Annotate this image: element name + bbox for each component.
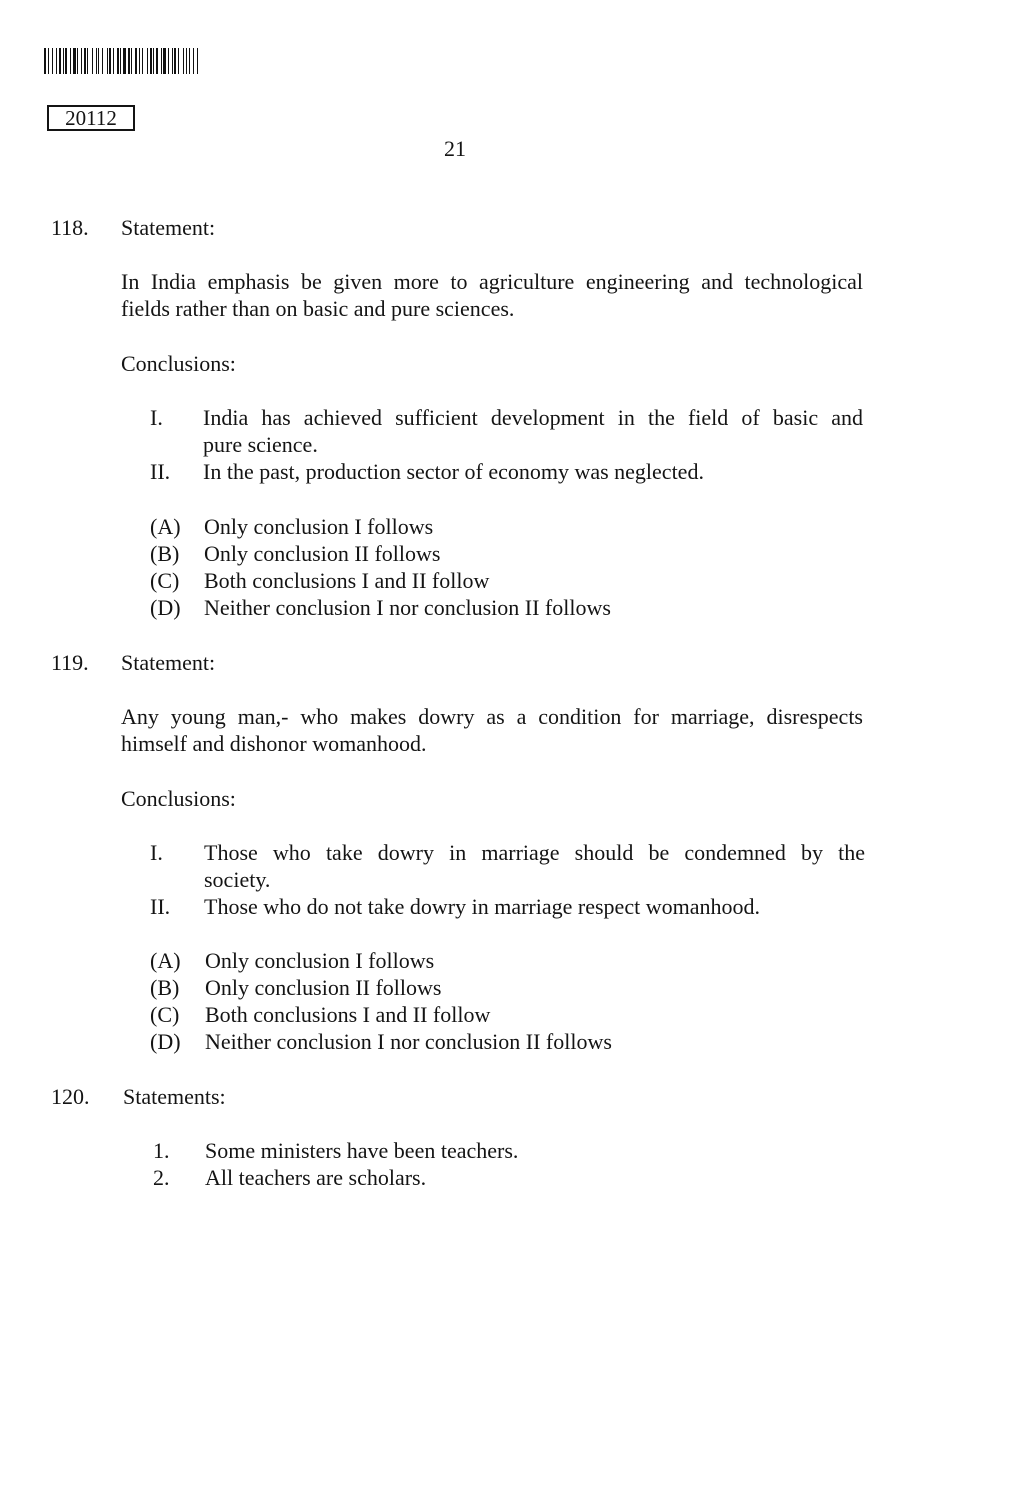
conclusion-line: India has achieved sufficient development in the field of basic and: [203, 405, 863, 430]
conclusion-text: [203, 404, 863, 458]
conclusion-numeral: I.: [150, 405, 163, 430]
option-letter: (D): [150, 1029, 181, 1054]
statement-item: Some ministers have been teachers.: [205, 1138, 519, 1163]
option-text: Neither conclusion I nor conclusion II follows: [204, 595, 611, 620]
statement-numeral: 2.: [153, 1165, 170, 1190]
option-letter: (A): [150, 948, 181, 973]
statement-line: Any young man,- who makes dowry as a condition for marriage, disrespects: [121, 704, 863, 729]
option-text: Only conclusion II follows: [204, 541, 441, 566]
statement-label: Statement:: [121, 650, 216, 675]
statement-text: [121, 268, 863, 322]
conclusion-numeral: II.: [150, 459, 171, 484]
statement-item: All teachers are scholars.: [205, 1165, 427, 1190]
option-text: Only conclusion I follows: [205, 948, 435, 973]
statement-text: [121, 703, 863, 757]
paper-code-box: 20112: [47, 105, 135, 131]
statement-line: fields rather than on basic and pure sciences.: [121, 296, 515, 321]
conclusion-line: Those who take dowry in marriage should be condemned by the: [204, 840, 865, 865]
conclusion-numeral: II.: [150, 894, 171, 919]
statements-label: Statements:: [123, 1084, 226, 1109]
question-number: 119.: [51, 650, 89, 675]
option-letter: (C): [150, 568, 180, 593]
question-number: 118.: [51, 215, 89, 240]
statement-numeral: 1.: [153, 1138, 170, 1163]
option-letter: (B): [150, 975, 180, 1000]
option-text: Neither conclusion I nor conclusion II follows: [205, 1029, 612, 1054]
statement-line: himself and dishonor womanhood.: [121, 731, 427, 756]
option-text: Only conclusion II follows: [205, 975, 442, 1000]
conclusions-label: Conclusions:: [121, 351, 236, 376]
option-letter: (C): [150, 1002, 180, 1027]
option-letter: (A): [150, 514, 181, 539]
option-text: Both conclusions I and II follow: [204, 568, 490, 593]
barcode: [44, 48, 198, 74]
page-number: 21: [444, 136, 466, 161]
option-text: Both conclusions I and II follow: [205, 1002, 491, 1027]
conclusion-text: In the past, production sector of economy was neglected.: [203, 459, 704, 484]
option-letter: (D): [150, 595, 181, 620]
conclusions-label: Conclusions:: [121, 786, 236, 811]
option-text: Only conclusion I follows: [204, 514, 434, 539]
statement-line: In India emphasis be given more to agriculture engineering and technological: [121, 269, 863, 294]
statement-label: Statement:: [121, 215, 216, 240]
conclusion-text: Those who do not take dowry in marriage respect womanhood.: [204, 894, 760, 919]
conclusion-line: society.: [204, 867, 271, 892]
conclusion-numeral: I.: [150, 840, 163, 865]
question-number: 120.: [51, 1084, 90, 1109]
conclusion-line: pure science.: [203, 432, 318, 457]
option-letter: (B): [150, 541, 180, 566]
conclusion-text: [204, 839, 865, 893]
